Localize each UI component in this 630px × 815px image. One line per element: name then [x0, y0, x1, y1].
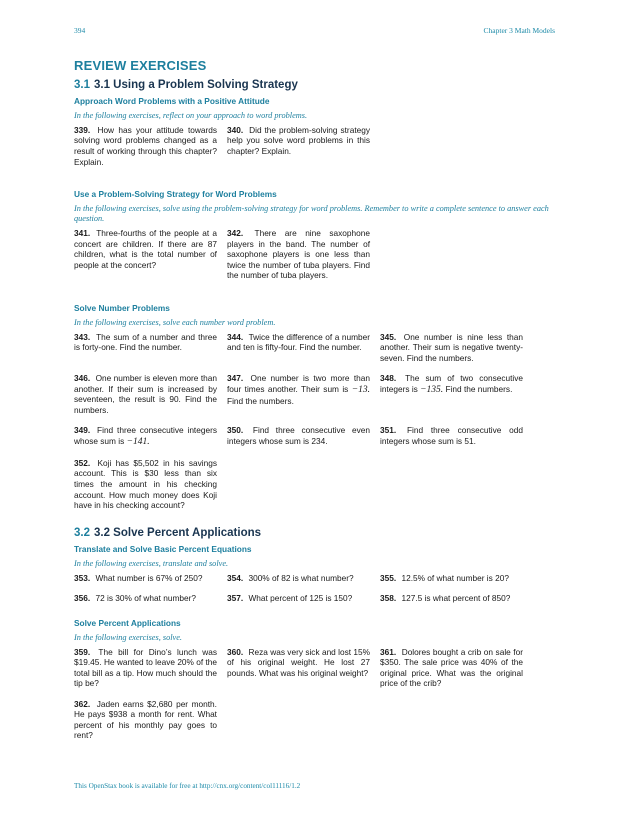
exercise-text: What percent of 125 is 150?	[248, 593, 353, 604]
section-number: 3.2	[74, 526, 90, 539]
exercise-text: Koji has $5,502 in his savings account. This is $30 less than six times the amount in his checking account. How much money does Koji have in his checking account?	[74, 457, 217, 511]
exercise-352	[74, 458, 217, 511]
exercise-text: One number is nine less than another. Their sum is negative twenty-seven. Find the numbers.	[380, 331, 523, 363]
exercise-text: What number is 67% of 250?	[95, 572, 203, 583]
exercise-355	[380, 573, 523, 584]
exercise-number: 351.	[380, 425, 397, 436]
exercise-number: 350.	[227, 425, 244, 436]
math-expression: −13.	[351, 384, 370, 395]
exercise-347	[227, 373, 370, 415]
instructions: In the following exercises, reflect on your approach to word problems.	[74, 111, 308, 120]
exercise-grid	[74, 125, 556, 177]
exercise-number: 354.	[227, 572, 244, 583]
section-heading-3-1	[74, 79, 556, 91]
exercise-number: 346.	[74, 373, 91, 384]
exercise-number: 339.	[74, 124, 91, 135]
exercise-number: 342.	[227, 227, 244, 238]
exercise-text: The sum of two consecutive integers is	[380, 373, 524, 394]
exercise-number: 360.	[227, 646, 244, 657]
exercise-number: 362.	[74, 698, 91, 709]
subsection-heading: Approach Word Problems with a Positive Attitude	[74, 96, 270, 106]
exercise-text: Dolores bought a crib on sale for $350. The sale price was 40% of the original price. What was the original price of the crib?	[380, 646, 523, 689]
exercise-339	[74, 125, 217, 167]
exercise-353	[74, 573, 217, 584]
exercise-text: Twice the difference of a number and ten is fifty-four. Find the number.	[227, 331, 370, 353]
instructions: In the following exercises, translate and solve.	[74, 558, 229, 568]
exercise-text: 72 is 30% of what number?	[95, 593, 197, 604]
exercise-number: 352.	[74, 457, 91, 468]
exercise-number: 357.	[227, 593, 244, 604]
exercise-number: 341.	[74, 227, 91, 238]
section-number: 3.1	[74, 79, 90, 91]
instructions: In the following exercises, solve each number word problem.	[74, 317, 276, 327]
exercise-number: 356.	[74, 593, 91, 604]
exercise-grid	[74, 647, 556, 751]
exercise-number: 344.	[227, 331, 244, 342]
exercise-358	[380, 593, 523, 604]
exercise-359	[74, 647, 217, 689]
exercise-text: There are nine saxophone players in the band. The number of saxophone players is one less than twice the number of tuba players. Find the number of tuba players.	[227, 227, 370, 281]
exercise-348	[380, 373, 523, 415]
section-heading-3-2	[74, 527, 556, 539]
exercise-340	[227, 125, 370, 167]
exercise-text: Did the problem-solving strategy help you solve word problems in this chapter? Explain.	[227, 124, 370, 157]
exercise-number: 361.	[380, 646, 397, 657]
exercise-text: How has your attitude towards solving word problems changed as a result of working through this chapter? Explain.	[74, 124, 217, 167]
exercise-number: 340.	[227, 124, 244, 135]
exercise-350	[227, 425, 370, 448]
section-title: 3.1 Using a Problem Solving Strategy	[94, 79, 298, 91]
exercise-number: 358.	[380, 593, 397, 604]
exercise-text: Jaden earns $2,680 per month. He pays $938 a month for rent. What percent of his monthly pay goes to rent?	[74, 698, 217, 741]
exercise-text: Find three consecutive odd integers whose sum is 51.	[380, 425, 524, 446]
review-exercises-heading: REVIEW EXERCISES	[74, 58, 207, 73]
exercise-text: Find the numbers.	[227, 395, 294, 406]
exercise-text: One number is eleven more than another. If their sum is increased by seventeen, the result is 90. Find the numbers.	[74, 373, 217, 415]
exercise-number: 349.	[74, 425, 91, 436]
exercise-number: 355.	[380, 572, 397, 583]
exercise-text: Find three consecutive integers whose sum is	[74, 425, 217, 446]
exercise-351	[380, 425, 523, 448]
subsection-heading: Solve Percent Applications	[74, 617, 181, 628]
exercise-text: The sum of a number and three is forty-one. Find the number.	[74, 331, 217, 353]
page-number: 394	[74, 26, 86, 35]
subsection-heading: Solve Number Problems	[74, 302, 170, 313]
exercise-362	[74, 699, 217, 741]
exercise-number: 345.	[380, 331, 397, 342]
exercise-343	[74, 332, 217, 364]
exercise-text: Find three consecutive even integers whose sum is 234.	[227, 425, 370, 446]
exercise-number: 359.	[74, 646, 91, 657]
subsection-heading: Use a Problem-Solving Strategy for Word Problems	[74, 189, 277, 200]
exercise-text: Three-fourths of the people at a concert are children. If there are 87 children, what is the total number of people at the concert?	[74, 227, 218, 270]
chapter-title: Chapter 3 Math Models	[483, 26, 555, 35]
footer-note: This OpenStax book is available for free at http://cnx.org/content/col11116/1.2	[74, 782, 301, 790]
exercise-344	[227, 332, 370, 364]
exercise-grid	[74, 332, 556, 521]
exercise-text: The bill for Dino’s lunch was $19.45. He wanted to leave 20% of the total bill as a tip. How much should the tip be?	[74, 646, 217, 689]
instructions: In the following exercises, solve.	[74, 632, 182, 642]
subsection-heading: Translate and Solve Basic Percent Equations	[74, 543, 252, 554]
exercise-354	[227, 573, 370, 584]
exercise-341	[74, 228, 217, 281]
exercise-number: 343.	[74, 331, 91, 342]
exercise-360	[227, 647, 370, 689]
math-expression: −141.	[126, 436, 150, 447]
exercise-grid	[74, 228, 556, 291]
exercise-346	[74, 373, 217, 415]
exercise-number: 347.	[227, 373, 244, 384]
page-content	[74, 58, 556, 751]
exercise-number: 348.	[380, 373, 397, 384]
exercise-text: One number is two more than four times another. Their sum is	[227, 373, 371, 394]
exercise-356	[74, 593, 217, 604]
section-title: 3.2 Solve Percent Applications	[94, 526, 262, 539]
exercise-349	[74, 425, 217, 448]
math-expression: −135.	[420, 384, 444, 395]
exercise-number: 353.	[74, 572, 91, 583]
exercise-text: 300% of 82 is what number?	[248, 572, 354, 583]
exercise-345	[380, 332, 523, 364]
exercise-text: Find the numbers.	[445, 383, 513, 394]
exercise-grid	[74, 573, 556, 614]
exercise-text: Reza was very sick and lost 15% of his original weight. He lost 27 pounds. What was his original weight?	[227, 646, 370, 678]
exercise-361	[380, 647, 523, 689]
exercise-text: 12.5% of what number is 20?	[401, 572, 509, 583]
exercise-357	[227, 593, 370, 604]
exercise-342	[227, 228, 370, 281]
exercise-text: 127.5 is what percent of 850?	[401, 593, 511, 604]
instructions: In the following exercises, solve using the problem-solving strategy for word problems. Remember to write a complete sentence to answer each question.	[74, 204, 549, 224]
